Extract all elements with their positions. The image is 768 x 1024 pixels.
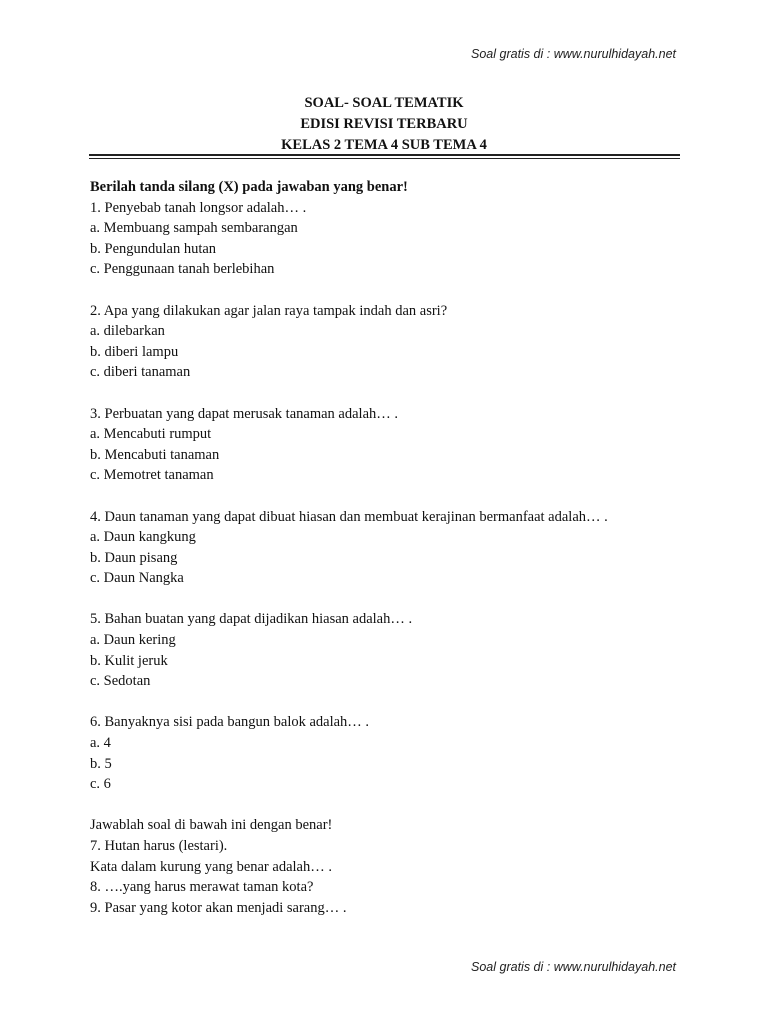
option-a: a. Daun kering (90, 632, 176, 649)
spacer (90, 383, 690, 404)
footer-note: Soal gratis di : www.nurulhidayah.net (471, 960, 676, 974)
option-b: b. diberi lampu (90, 343, 179, 360)
question-4 (90, 507, 690, 589)
title-divider-thin (89, 158, 680, 159)
spacer (90, 692, 690, 713)
question-5 (90, 609, 690, 691)
essay-line-2: Kata dalam kurung yang benar adalah… . (90, 858, 332, 875)
question-text: 5. Bahan buatan yang dapat dijadikan hiasan adalah… . (90, 611, 413, 628)
question-3 (90, 404, 690, 486)
option-c: c. Memotret tanaman (90, 467, 214, 484)
question-body (90, 177, 690, 918)
option-c: c. diberi tanaman (90, 364, 191, 381)
title-divider-thick (89, 154, 680, 156)
option-c: c. Sedotan (90, 673, 151, 690)
option-a: a. Membuang sampah sembarangan (90, 220, 298, 237)
question-text: 4. Daun tanaman yang dapat dibuat hiasan dan membuat kerajinan bermanfaat adalah… . (90, 508, 608, 525)
question-text: 3. Perbuatan yang dapat merusak tanaman adalah… . (90, 405, 399, 422)
question-6 (90, 712, 690, 794)
option-b: b. Pengundulan hutan (90, 240, 217, 257)
question-2 (90, 301, 690, 383)
option-a: a. 4 (90, 735, 111, 752)
spacer (90, 486, 690, 507)
spacer (90, 795, 690, 816)
option-a: a. Daun kangkung (90, 529, 196, 546)
option-a: a. Mencabuti rumput (90, 426, 212, 443)
title-line-3: KELAS 2 TEMA 4 SUB TEMA 4 (281, 137, 487, 153)
option-b: b. Daun pisang (90, 549, 178, 566)
option-b: b. Kulit jeruk (90, 652, 168, 669)
essay-line-4: 9. Pasar yang kotor akan menjadi sarang… . (90, 899, 347, 916)
essay-line-1: 7. Hutan harus (lestari). (90, 838, 228, 854)
option-b: b. 5 (90, 755, 112, 772)
title-block (0, 93, 768, 156)
spacer (90, 280, 690, 301)
essay-line-3: 8. ….yang harus merawat taman kota? (90, 879, 314, 896)
header-note: Soal gratis di : www.nurulhidayah.net (471, 47, 676, 61)
instruction-multiple-choice: Berilah tanda silang (X) pada jawaban yang benar! (90, 179, 408, 195)
question-text: 2. Apa yang dilakukan agar jalan raya tampak indah dan asri? (90, 302, 448, 319)
question-text: 6. Banyaknya sisi pada bangun balok adalah… . (90, 714, 370, 731)
option-a: a. dilebarkan (90, 323, 165, 340)
question-text: 1. Penyebab tanah longsor adalah… . (90, 199, 307, 216)
option-c: c. Daun Nangka (90, 570, 184, 587)
option-c: c. Penggunaan tanah berlebihan (90, 261, 275, 278)
spacer (90, 589, 690, 610)
title-line-2: EDISI REVISI TERBARU (300, 116, 468, 132)
title-line-1: SOAL- SOAL TEMATIK (304, 95, 464, 111)
option-c: c. 6 (90, 776, 111, 793)
option-b: b. Mencabuti tanaman (90, 446, 220, 463)
question-1 (90, 198, 690, 280)
instruction-essay: Jawablah soal di bawah ini dengan benar! (90, 817, 333, 834)
